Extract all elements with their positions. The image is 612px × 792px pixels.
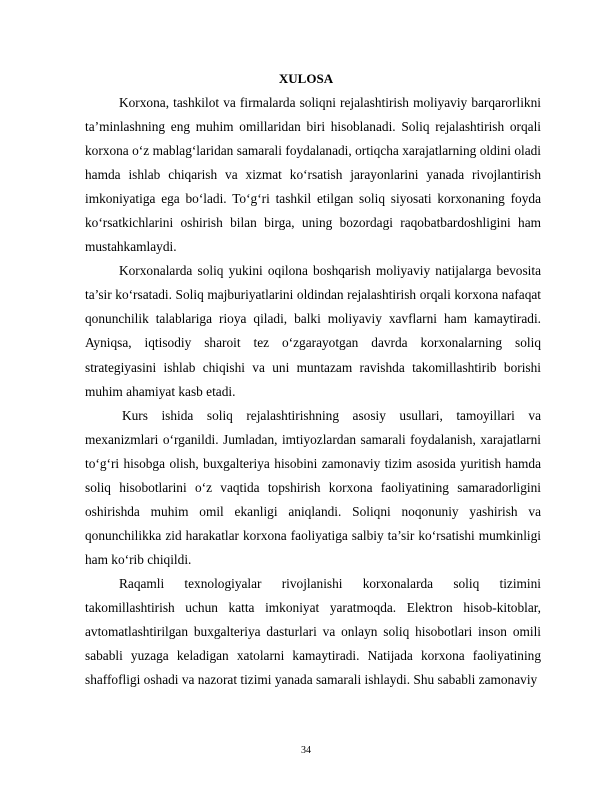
section-title: XULOSA (278, 71, 334, 86)
paragraph-4: Raqamli texnologiyalar rivojlanishi korxonalarda soliq tizimini takomillashtirish uchun katta imkoniyat yaratmoqda. Elektron hisob-kitoblar, avtomatlashtirilgan buxgalteriya dasturlari va onlayn soliq hisobotlari inson omili sababli yuzaga keladigan xatolarni kamaytiradi. Natijada korxona faoliyatining shaffofligi oshadi va nazorat tizimi yanada samarali ishlaydi. Shu sababli zamonaviy (85, 575, 541, 688)
paragraph-1: Korxona, tashkilot va firmalarda soliqni rejalashtirish moliyaviy barqarorlikni ta’minlashning eng muhim omillaridan biri hisoblanadi. Soliq rejalashtirish orqali korxona o‘z mablag‘laridan samarali foydalanadi, ortiqcha xarajatlarning oldini oladi hamda ishlab chiqarish va xizmat ko‘rsatish jarayonlarini yanada rivojlantirish imkoniyatiga ega bo‘ladi. To‘g‘ri tashkil etilgan soliq siyosati korxonaning foyda ko‘rsatkichlarini oshirish bilan birga, uning bozordagi raqobatbardoshligini ham mustahkamlaydi. (85, 95, 541, 255)
page-number: 34 (301, 745, 311, 756)
paragraph-3: Kurs ishida soliq rejalashtirishning asosiy usullari, tamoyillari va mexanizmlari o‘rganildi. Jumladan, imtiyozlardan samarali foydalanish, xarajatlarni to‘g‘ri hisobga olish, buxgalteriya hisobini zamonaviy tizim asosida yuritish hamda soliq hisobotlarini o‘z vaqtida topshirish korxona faoliyatining samaradorligini oshirishda muhim omil ekanligi aniqlandi. Soliqni noqonuniy yashirish va qonunchilikka zid harakatlar korxona faoliyatiga salbiy ta’sir ko‘rsatishi mumkinligi ham ko‘rib chiqildi. (85, 407, 541, 567)
paragraph-2: Korxonalarda soliq yukini oqilona boshqarish moliyaviy natijalarga bevosita ta’sir ko‘rsatadi. Soliq majburiyatlarini oldindan rejalashtirish orqali korxona nafaqat qonunchilik talablariga rioya qiladi, balki moliyaviy xavflarni ham kamaytiradi. Ayniqsa, iqtisodiy sharoit tez o‘zgarayotgan davrda korxonalarning soliq strategiyasini ishlab chiqishi va uni muntazam ravishda takomillashtirib borishi muhim ahamiyat kasb etadi. (85, 263, 541, 399)
document-body (85, 91, 541, 692)
